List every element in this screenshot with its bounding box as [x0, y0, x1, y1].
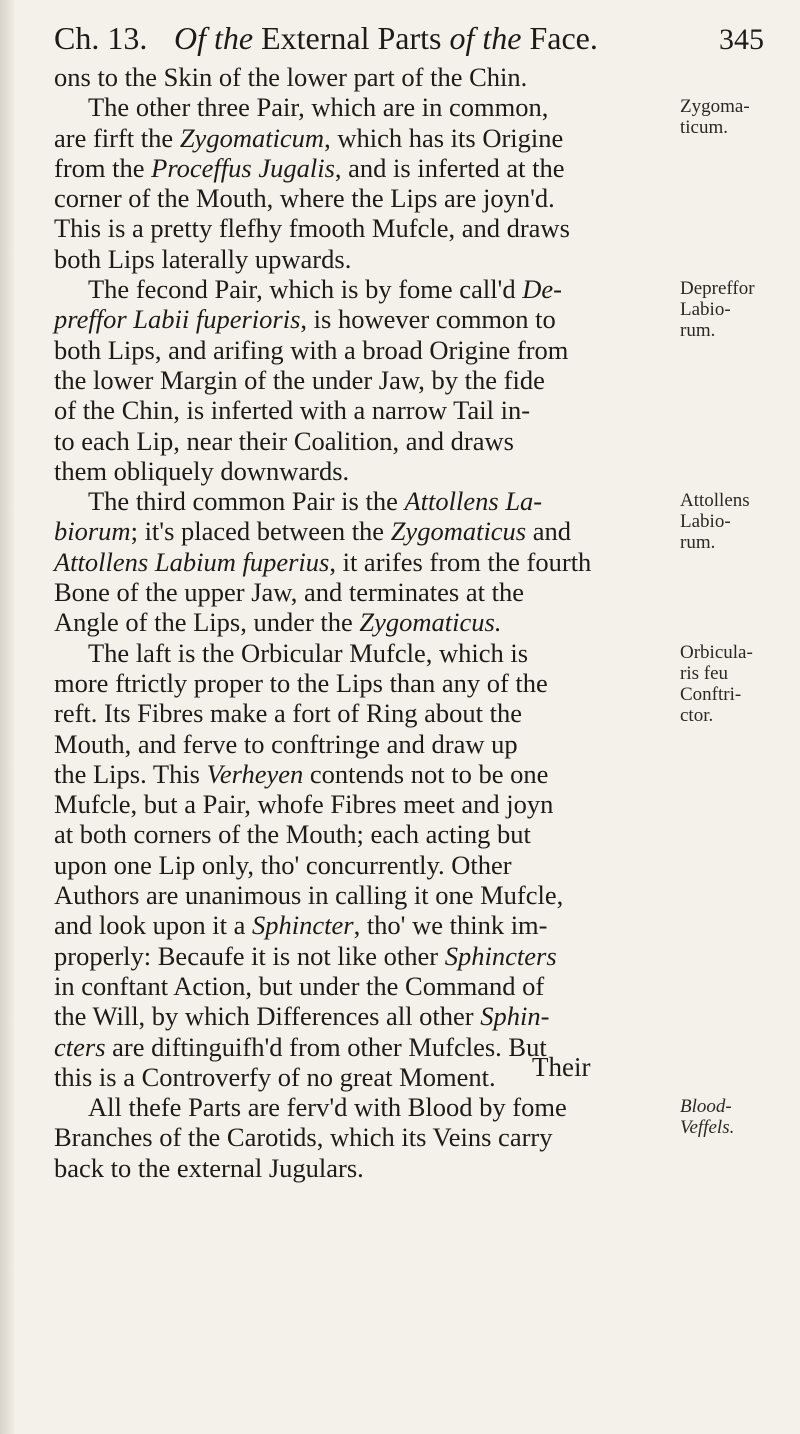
text-line	[54, 486, 674, 516]
text-segment: of the Chin, is inferted with a narrow Tail in-	[54, 395, 531, 426]
text-segment: contends not to be one	[303, 758, 549, 789]
text-line	[54, 941, 674, 971]
text-segment: and	[526, 516, 572, 547]
running-title	[174, 18, 598, 58]
text-segment: , it arifes from the fourth	[329, 546, 592, 577]
text-segment: and look upon it a	[54, 910, 252, 941]
italic-text: Attollens Labium fuperius	[54, 546, 330, 577]
text-line	[54, 850, 674, 880]
text-line	[54, 668, 674, 698]
text-line	[54, 1122, 674, 1152]
text-line	[54, 213, 674, 243]
text-segment: from the	[54, 152, 152, 183]
text-segment: ; it's placed between the	[130, 516, 391, 547]
text-line	[54, 1001, 674, 1031]
margin-note: Depreffor Labio- rum.	[680, 278, 755, 342]
text-line	[54, 62, 674, 92]
text-segment: them obliquely downwards.	[54, 455, 350, 486]
text-segment: , is however common to	[300, 304, 556, 335]
text-segment: the Lips. This	[54, 758, 207, 789]
italic-text: Sphincter	[252, 910, 354, 941]
text-line	[54, 880, 674, 910]
italic-text: preffor Labii fuperioris	[54, 304, 301, 335]
text-segment: corner of the Mouth, where the Lips are joyn'd.	[54, 183, 555, 214]
text-segment: Angle of the Lips, under the	[54, 607, 360, 638]
title-italic-1: Of the	[174, 20, 254, 56]
italic-text: De-	[522, 274, 562, 305]
italic-text: Proceffus Jugalis	[151, 152, 335, 183]
text-segment: are diftinguifh'd from other Mufcles. But	[105, 1031, 547, 1062]
italic-text: Zygomaticum	[179, 122, 325, 153]
text-segment: the lower Margin of the under Jaw, by the fide	[54, 364, 545, 395]
page-number: 345	[719, 23, 764, 56]
text-line	[54, 426, 674, 456]
text-segment: this is a Controverfy of no great Moment.	[54, 1061, 496, 1092]
italic-text: Zygomaticus.	[359, 607, 502, 638]
text-line	[54, 789, 674, 819]
text-line	[54, 638, 674, 668]
text-line	[54, 365, 674, 395]
text-line	[54, 971, 674, 1001]
italic-text: Zygomaticus	[390, 516, 527, 547]
text-line	[54, 92, 674, 122]
text-segment: Authors are unanimous in calling it one Mufcle,	[54, 880, 564, 911]
text-line	[54, 153, 674, 183]
body-text	[54, 62, 674, 1183]
title-main: External Parts	[253, 20, 450, 56]
italic-text: Attollens La-	[404, 486, 543, 517]
text-segment: , and is inferted at the	[334, 152, 565, 183]
page-binding-edge	[0, 0, 14, 1434]
italic-text: Sphincters	[444, 940, 557, 971]
text-segment: in conftant Action, but under the Command of	[54, 970, 545, 1001]
text-line	[54, 335, 674, 365]
text-line	[54, 607, 674, 637]
text-segment: more ftrictly proper to the Lips than any of the	[54, 667, 548, 698]
text-line	[54, 729, 674, 759]
italic-text: biorum	[54, 516, 131, 547]
text-segment: Branches of the Carotids, which its Veins carry	[54, 1122, 553, 1153]
text-segment: to each Lip, near their Coalition, and draws	[54, 425, 514, 456]
margin-note: Attollens Labio- rum.	[680, 490, 750, 554]
text-segment: , tho' we think im-	[353, 910, 548, 941]
margin-note: Blood- Veffels.	[680, 1096, 735, 1139]
text-line	[54, 547, 674, 577]
text-segment: This is a pretty flefhy fmooth Mufcle, and draws	[54, 213, 570, 244]
text-segment: Bone of the upper Jaw, and terminates at the	[54, 577, 524, 608]
italic-text: Verheyen	[206, 758, 304, 789]
text-line	[54, 698, 674, 728]
catchword: Their	[532, 1052, 591, 1082]
text-segment: properly: Becaufe it is not like other	[54, 940, 445, 971]
text-segment: at both corners of the Mouth; each acting but	[54, 819, 531, 850]
text-segment: both Lips, and arifing with a broad Origine from	[54, 334, 569, 365]
text-segment: ons to the Skin of the lower part of the Chin.	[54, 62, 528, 92]
text-line	[54, 516, 674, 546]
text-segment: The other three Pair, which are in common,	[88, 92, 549, 123]
chapter-number: Ch. 13.	[54, 20, 148, 56]
text-line	[54, 1153, 674, 1183]
text-segment: both Lips laterally upwards.	[54, 243, 352, 274]
text-line	[54, 183, 674, 213]
italic-text: cters	[54, 1031, 106, 1062]
title-italic-2: of the	[449, 20, 522, 56]
text-segment: the Will, by which Differences all other	[54, 1001, 481, 1032]
text-segment: The fecond Pair, which is by fome call'd	[88, 274, 523, 305]
italic-text: Sphin-	[480, 1001, 550, 1032]
text-segment: The third common Pair is the	[88, 486, 405, 517]
text-segment: , which has its Origine	[324, 122, 564, 153]
text-line	[54, 456, 674, 486]
text-line	[54, 304, 674, 334]
text-segment: are firft the	[54, 122, 180, 153]
running-header	[54, 18, 764, 58]
text-segment: All thefe Parts are ferv'd with Blood by fome	[88, 1092, 567, 1123]
text-line	[54, 819, 674, 849]
margin-note: Zygoma- ticum.	[680, 96, 750, 139]
text-segment: Mouth, and ferve to conftringe and draw up	[54, 728, 518, 759]
text-line	[54, 395, 674, 425]
text-line	[54, 1092, 674, 1122]
text-line	[54, 759, 674, 789]
text-segment: Mufcle, but a Pair, whofe Fibres meet and joyn	[54, 789, 554, 820]
text-line	[54, 274, 674, 304]
text-line	[54, 910, 674, 940]
text-segment: upon one Lip only, tho' concurrently. Other	[54, 849, 512, 880]
text-segment: reft. Its Fibres make a fort of Ring about the	[54, 698, 523, 729]
text-line	[54, 123, 674, 153]
text-line	[54, 244, 674, 274]
text-line	[54, 577, 674, 607]
text-segment: The laft is the Orbicular Mufcle, which is	[88, 637, 529, 668]
title-end: Face.	[521, 20, 598, 56]
text-segment: back to the external Jugulars.	[54, 1152, 364, 1183]
margin-note: Orbicula- ris feu Conftri- ctor.	[680, 641, 753, 726]
